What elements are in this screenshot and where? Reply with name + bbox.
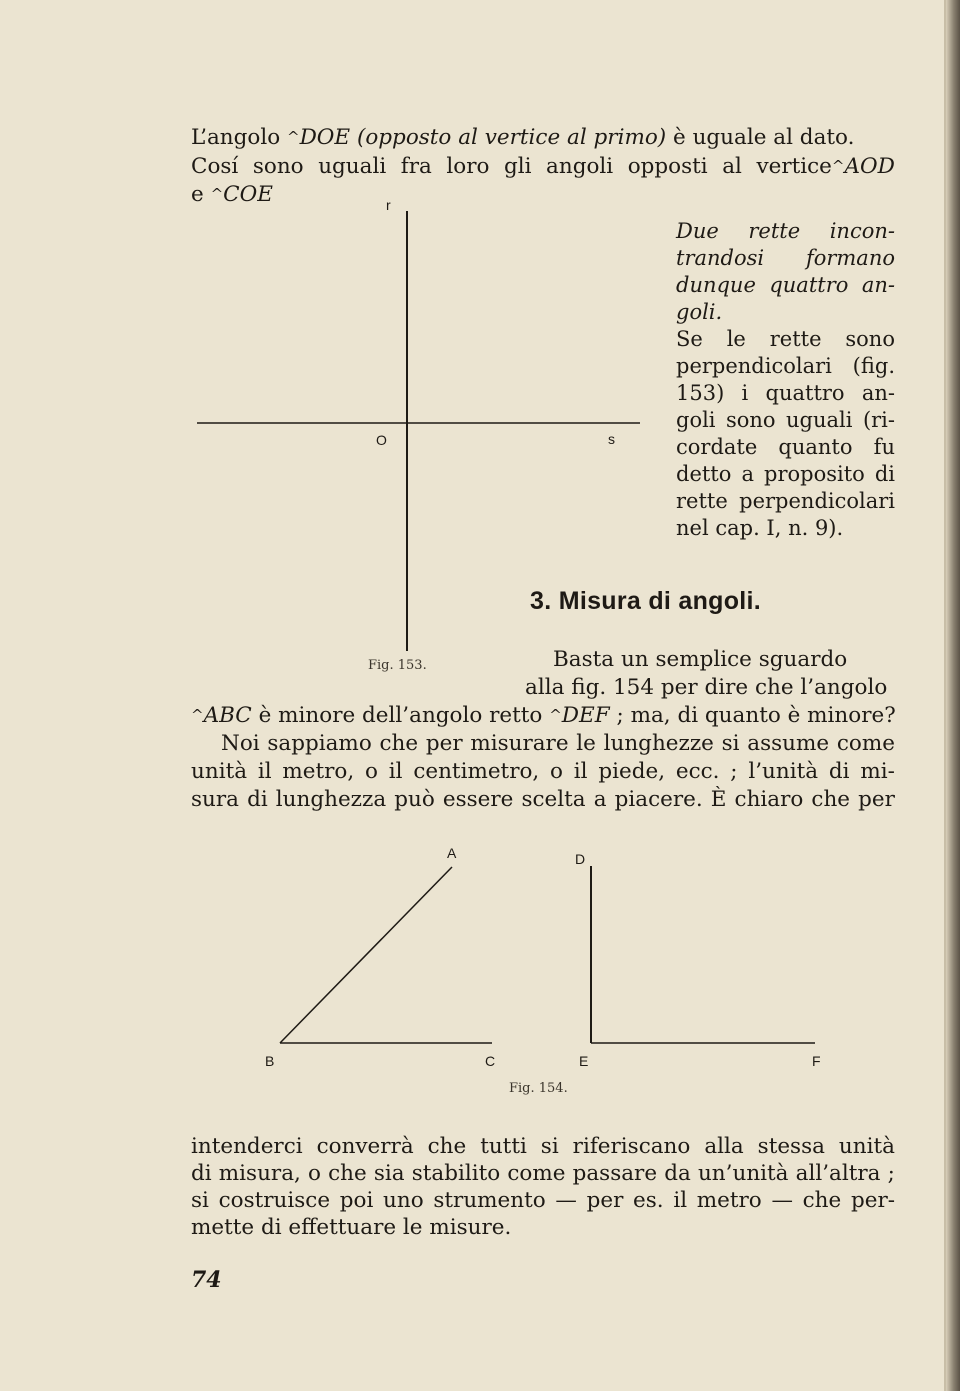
para2-line-4: mette di effettuare le misure. xyxy=(191,1215,512,1240)
fig153-label-left: O xyxy=(376,432,387,448)
fig154-label-c: C xyxy=(485,1053,496,1069)
column-line: rette perpendicolari xyxy=(676,489,895,513)
angle-aod: ^AOD xyxy=(831,154,895,179)
intro-line-3: e ^COE xyxy=(191,182,273,207)
fig153-label-right: s xyxy=(608,431,615,447)
intro-line-2: Cosí sono uguali fra loro gli angoli opposti al vertice^AOD xyxy=(191,154,895,179)
para2-line-1: intenderci converrà che tutti si riferiscano alla stessa unità xyxy=(191,1134,895,1159)
fig154-label-b: B xyxy=(265,1053,275,1069)
column-line: nel cap. I, n. 9). xyxy=(676,516,844,540)
angle-abc: ^ABC xyxy=(191,703,252,728)
fig154-caption: Fig. 154. xyxy=(509,1081,568,1096)
column-line: dunque quattro an- xyxy=(676,273,895,297)
angle-def: ^DEF xyxy=(549,703,610,728)
para1-line-4: Noi sappiamo che per misurare le lunghezze si assume come xyxy=(221,731,895,756)
fig154-ray-ba xyxy=(280,867,452,1043)
angle-doe: ^DOE xyxy=(286,125,351,150)
fig154-label-d: D xyxy=(575,851,586,867)
para1-line-5: unità il metro, o il centimetro, o il piede, ecc. ; l’unità di mi- xyxy=(191,759,895,784)
fig154-label-f: F xyxy=(812,1053,821,1069)
column-line: Due rette incon- xyxy=(676,219,895,243)
para1-line-1: Basta un semplice sguardo xyxy=(553,647,848,672)
column-line: Se le rette sono xyxy=(676,327,895,351)
intro-line-1-text: L’angolo ^DOE (opposto al vertice al primo) è uguale al dato. xyxy=(191,125,855,150)
column-line: cordate quanto fu xyxy=(676,435,895,459)
column-line: goli. xyxy=(676,300,723,324)
page-number: 74 xyxy=(191,1267,222,1293)
para1-line-3: ^ABC è minore dell’angolo retto ^DEF ; ma, di quanto è minore? xyxy=(191,703,896,728)
column-line: 153) i quattro an- xyxy=(676,381,895,405)
column-line: detto a proposito di xyxy=(676,462,895,486)
para1-line-6: sura di lunghezza può essere scelta a piacere. È chiaro che per xyxy=(191,787,895,812)
column-line: trandosi formano xyxy=(676,246,895,270)
fig153-caption: Fig. 153. xyxy=(368,658,427,673)
column-line: goli sono uguali (ri- xyxy=(676,408,895,432)
section-heading: 3. Misura di angoli. xyxy=(530,587,762,615)
para1-line-2: alla fig. 154 per dire che l’angolo xyxy=(525,675,888,700)
para2-line-3: si costruisce poi uno strumento — per es. il metro — che per- xyxy=(191,1188,895,1213)
column-line: perpendicolari (fig. xyxy=(676,354,895,378)
fig154-label-e: E xyxy=(579,1053,589,1069)
para2-line-2: di misura, o che sia stabilito come passare da un’unità all’altra ; xyxy=(191,1161,895,1186)
fig154-label-a: A xyxy=(447,845,457,861)
fig153-label-top: r xyxy=(386,197,391,213)
angle-coe: ^COE xyxy=(210,182,273,207)
